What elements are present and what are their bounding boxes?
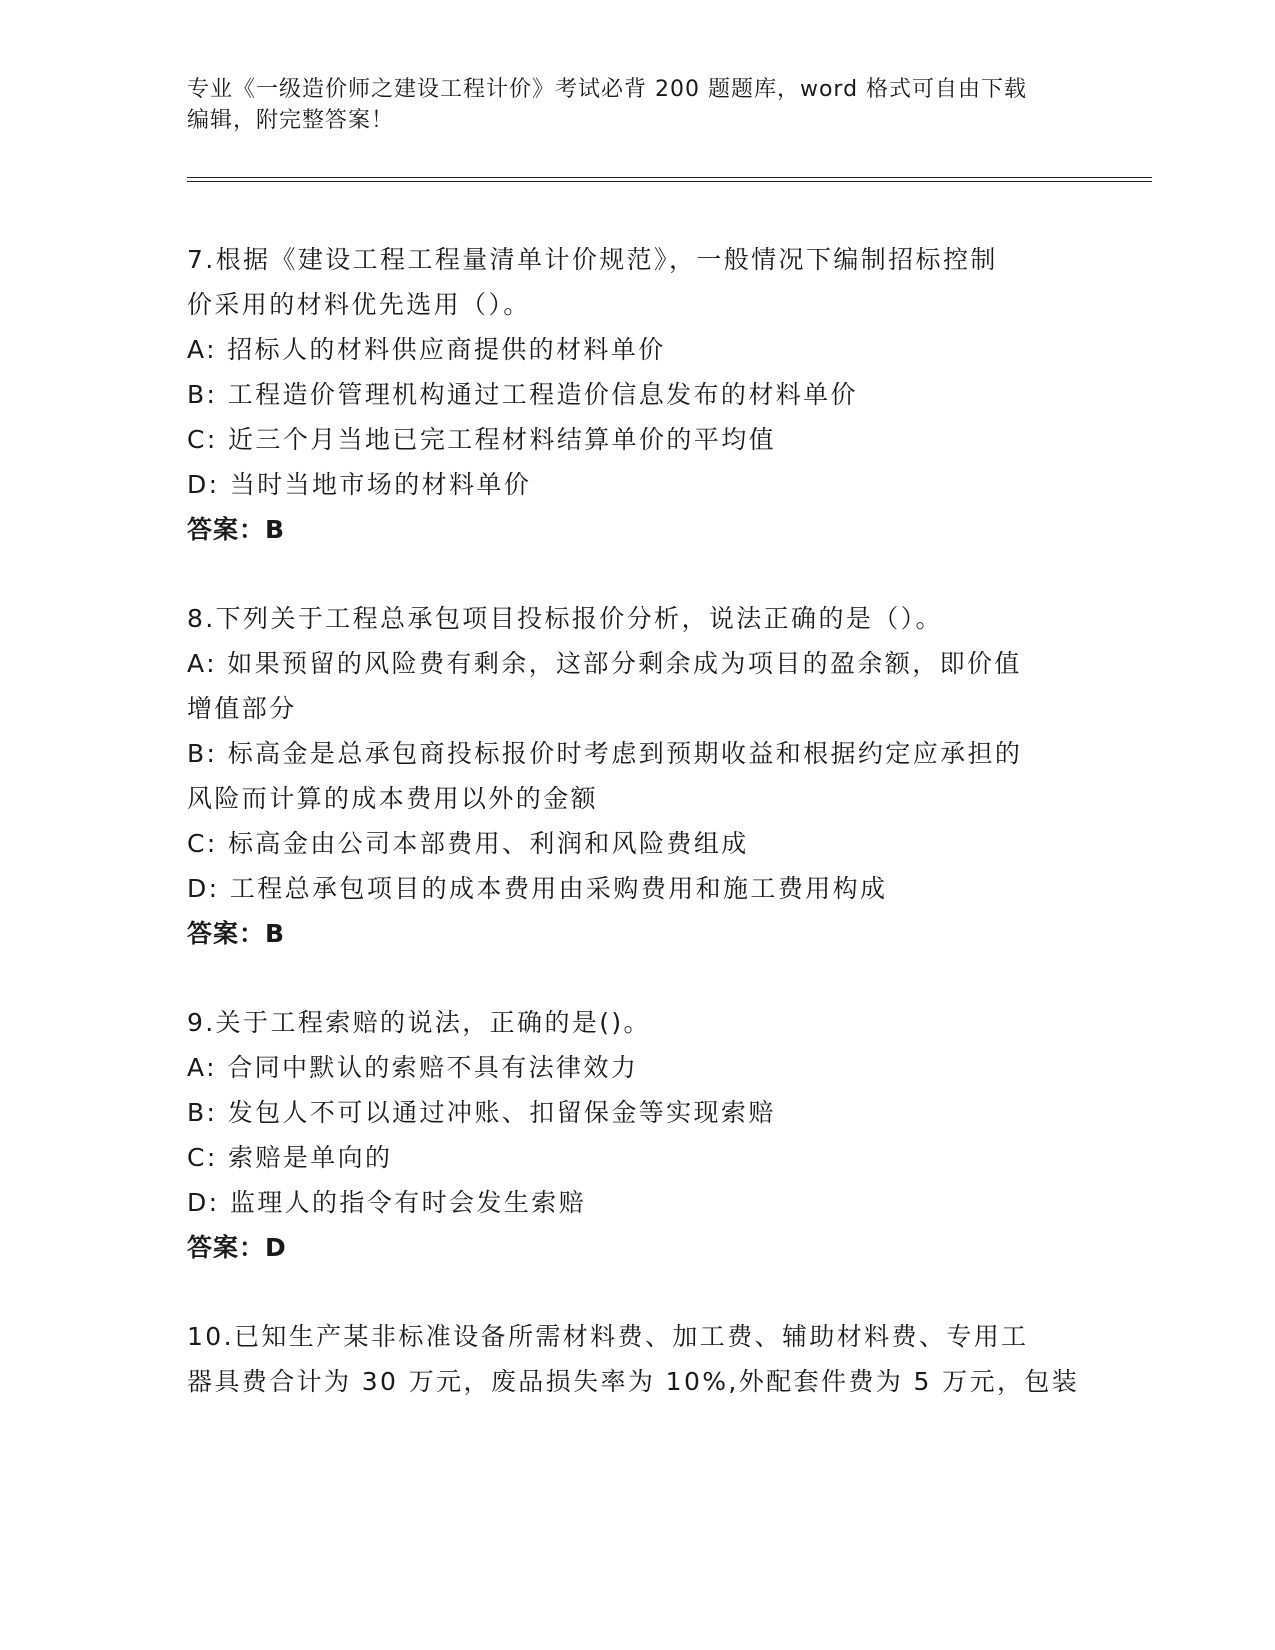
spacer (187, 552, 1087, 596)
header-divider-bottom (187, 181, 1152, 182)
question-stem: 价采用的材料优先选用（）。 (187, 290, 531, 319)
question-stem: 8.下列关于工程总承包项目投标报价分析，说法正确的是（）。 (187, 604, 943, 633)
question-list (187, 237, 1087, 1404)
option-b: B: 工程造价管理机构通过工程造价信息发布的材料单价 (187, 380, 858, 409)
question-block-8 (187, 596, 1087, 956)
header-divider-top (187, 177, 1152, 178)
option-d: D: 监理人的指令有时会发生索赔 (187, 1188, 587, 1217)
question-stem: 10.已知生产某非标准设备所需材料费、加工费、辅助材料费、专用工 (187, 1322, 1029, 1351)
option-c: C: 近三个月当地已完工程材料结算单价的平均值 (187, 425, 777, 454)
header-line-2: 编辑，附完整答案！ (187, 108, 395, 133)
option-b: B: 发包人不可以通过冲账、扣留保金等实现索赔 (187, 1098, 776, 1127)
question-block-7 (187, 237, 1087, 552)
option-c: C: 索赔是单向的 (187, 1143, 393, 1172)
option-a-continued: 增值部分 (187, 694, 297, 723)
spacer (187, 1270, 1087, 1314)
option-d: D: 当时当地市场的材料单价 (187, 470, 532, 499)
option-c: C: 标高金由公司本部费用、利润和风险费组成 (187, 829, 749, 858)
spacer (187, 956, 1087, 1000)
question-block-9 (187, 1000, 1087, 1270)
question-stem-continued: 器具费合计为 30 万元，废品损失率为 10%,外配套件费为 5 万元，包装 (187, 1367, 1080, 1396)
document-header (187, 74, 1087, 136)
answer-label: 答案：B (187, 515, 286, 544)
question-stem: 7.根据《建设工程工程量清单计价规范》，一般情况下编制招标控制 (187, 245, 998, 274)
option-b-continued: 风险而计算的成本费用以外的金额 (187, 784, 599, 813)
option-b: B: 标高金是总承包商投标报价时考虑到预期收益和根据约定应承担的 (187, 739, 1023, 768)
option-a: A: 合同中默认的索赔不具有法律效力 (187, 1053, 639, 1082)
option-a: A: 招标人的材料供应商提供的材料单价 (187, 335, 666, 364)
answer-label: 答案：D (187, 1233, 287, 1262)
answer-label: 答案：B (187, 919, 286, 948)
option-d: D: 工程总承包项目的成本费用由采购费用和施工费用构成 (187, 874, 888, 903)
option-a: A: 如果预留的风险费有剩余，这部分剩余成为项目的盈余额，即价值 (187, 649, 1022, 678)
question-block-10 (187, 1314, 1087, 1404)
header-line-1: 专业《一级造价师之建设工程计价》考试必背 200 题题库，word 格式可自由下载 (187, 77, 1028, 102)
question-stem: 9.关于工程索赔的说法，正确的是()。 (187, 1008, 651, 1037)
